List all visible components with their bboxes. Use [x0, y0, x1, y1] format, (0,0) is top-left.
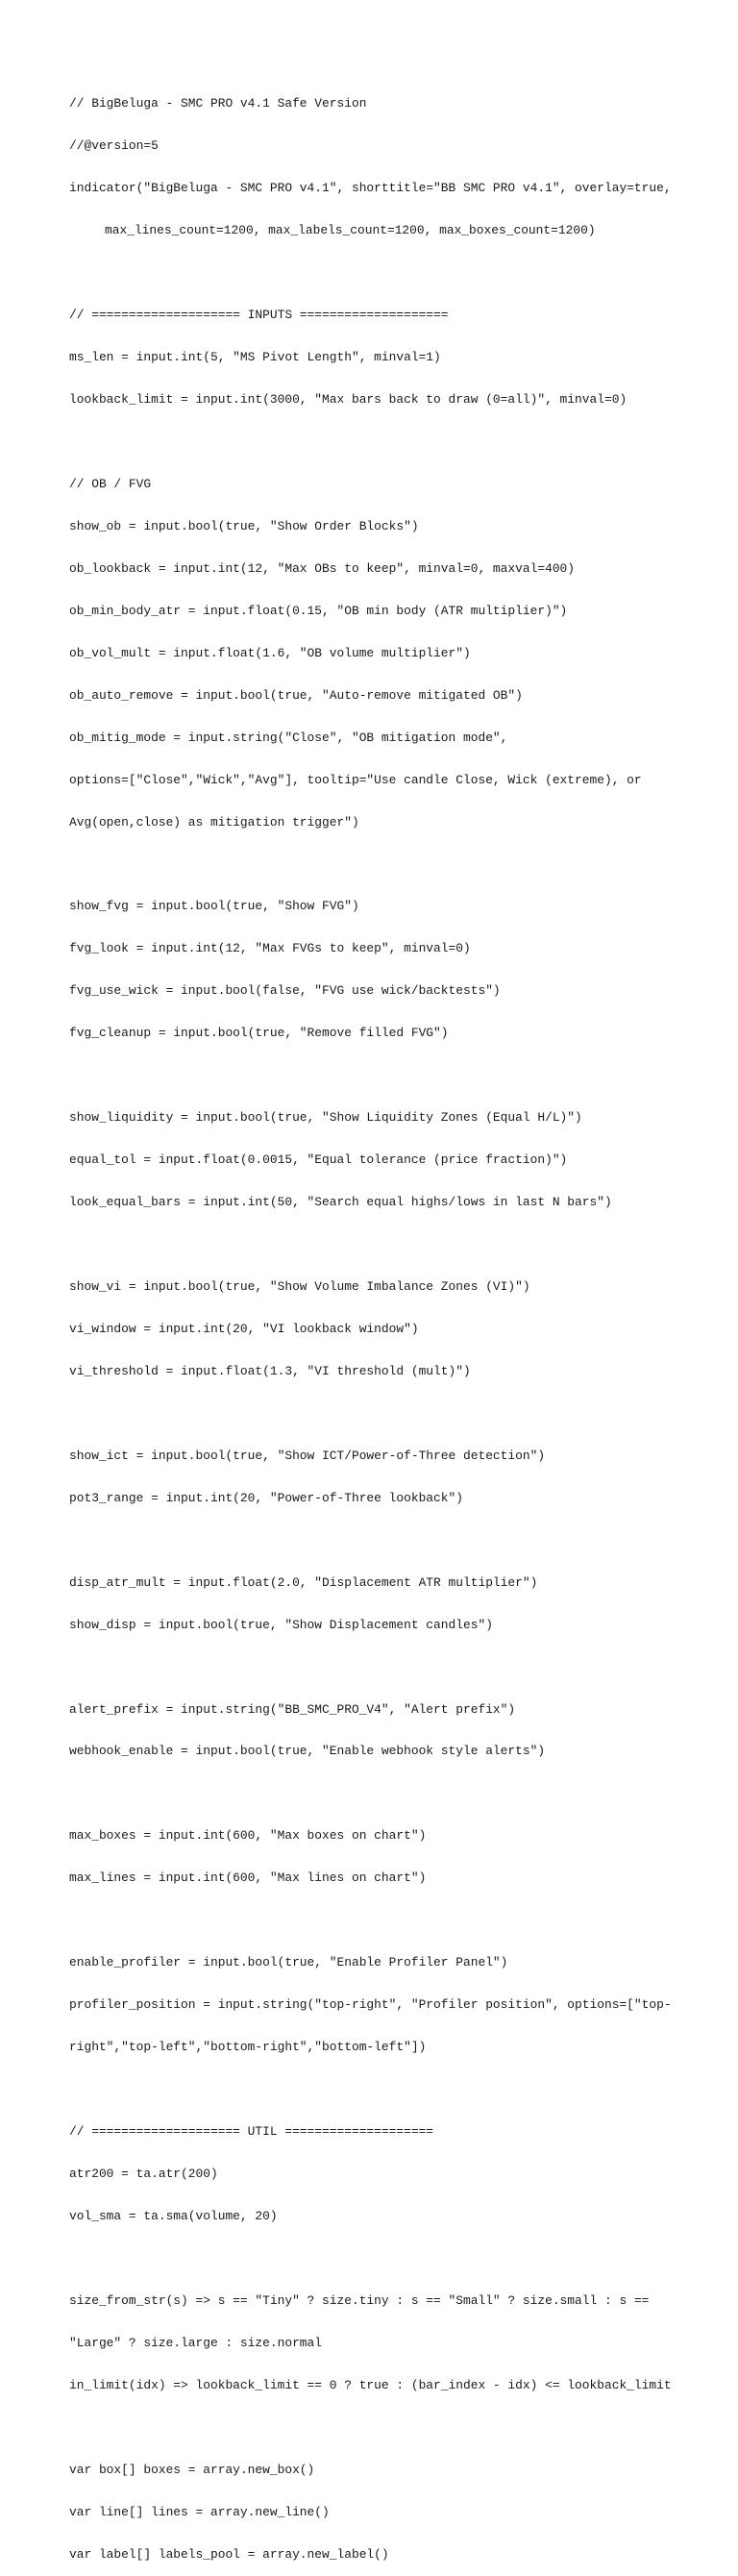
code-line: ob_min_body_atr = input.float(0.15, "OB min body (ATR multiplier)") — [69, 603, 568, 618]
code-line: fvg_look = input.int(12, "Max FVGs to keep", minval=0) — [69, 941, 471, 956]
code-line: pot3_range = input.int(20, "Power-of-Three lookback") — [69, 1490, 463, 1505]
code-line: vi_threshold = input.float(1.3, "VI threshold (mult)") — [69, 1363, 471, 1378]
code-line: show_disp = input.bool(true, "Show Displacement candles") — [69, 1617, 493, 1632]
code-line: var line[] lines = array.new_line() — [69, 2504, 330, 2519]
code-line: alert_prefix = input.string("BB_SMC_PRO_V4", "Alert prefix") — [69, 1701, 516, 1717]
code-line: max_lines = input.int(600, "Max lines on chart") — [69, 1870, 427, 1886]
code-line: lookback_limit = input.int(3000, "Max bars back to draw (0=all)", minval=0) — [69, 391, 627, 407]
code-line: //@version=5 — [69, 138, 159, 154]
code-line: Avg(open,close) as mitigation trigger") — [69, 814, 359, 830]
code-line: // BigBeluga - SMC PRO v4.1 Safe Version — [69, 96, 367, 111]
code-line: indicator("BigBeluga - SMC PRO v4.1", shorttitle="BB SMC PRO v4.1", overlay=true, — [69, 181, 672, 196]
code-line: show_fvg = input.bool(true, "Show FVG") — [69, 899, 359, 914]
comment-line: // OB / FVG — [69, 476, 152, 491]
code-line: ob_mitig_mode = input.string("Close", "OB mitigation mode", — [69, 730, 508, 745]
code-line: vol_sma = ta.sma(volume, 20) — [69, 2208, 278, 2223]
code-line: ms_len = input.int(5, "MS Pivot Length", minval=1) — [69, 350, 441, 365]
code-line: vi_window = input.int(20, "VI lookback window") — [69, 1321, 419, 1336]
code-line: size_from_str(s) => s == "Tiny" ? size.tiny : s == "Small" ? size.small : s == — [69, 2292, 650, 2308]
code-line: fvg_use_wick = input.bool(false, "FVG use wick/backtests") — [69, 983, 501, 999]
code-line: equal_tol = input.float(0.0015, "Equal tolerance (price fraction)") — [69, 1152, 568, 1168]
blank-line — [69, 266, 684, 281]
code-line: show_vi = input.bool(true, "Show Volume Imbalance Zones (VI)") — [69, 1279, 530, 1294]
code-line: profiler_position = input.string("top-right", "Profiler position", options=["top- — [69, 1997, 672, 2013]
blank-line — [69, 2083, 684, 2097]
code-line: ob_auto_remove = input.bool(true, "Auto-remove mitigated OB") — [69, 687, 523, 703]
code-line: max_boxes = input.int(600, "Max boxes on chart") — [69, 1828, 427, 1844]
blank-line — [69, 1407, 684, 1422]
code-line: disp_atr_mult = input.float(2.0, "Displacement ATR multiplier") — [69, 1574, 538, 1590]
code-line: webhook_enable = input.bool(true, "Enable webhook style alerts") — [69, 1744, 546, 1759]
section-header: // ==================== INPUTS ==================== — [69, 308, 449, 323]
code-line: right","top-left","bottom-right","bottom-left"]) — [69, 2040, 427, 2055]
code-line: show_ict = input.bool(true, "Show ICT/Power-of-Three detection") — [69, 1448, 546, 1463]
blank-line — [69, 2252, 684, 2266]
code-line: max_lines_count=1200, max_labels_count=1200, max_boxes_count=1200) — [105, 223, 596, 238]
code-line: in_limit(idx) => lookback_limit == 0 ? true : (bar_index - idx) <= lookback_limit — [69, 2377, 672, 2392]
code-line: look_equal_bars = input.int(50, "Search equal highs/lows in last N bars") — [69, 1195, 612, 1210]
blank-line — [69, 1914, 684, 1928]
code-line: var label[] labels_pool = array.new_label() — [69, 2546, 389, 2562]
code-line: fvg_cleanup = input.bool(true, "Remove filled FVG") — [69, 1026, 449, 1041]
code-line: var box[] boxes = array.new_box() — [69, 2462, 315, 2477]
blank-line — [69, 1661, 684, 1675]
blank-line — [69, 1787, 684, 1801]
code-line: options=["Close","Wick","Avg"], tooltip="Use candle Close, Wick (extreme), or — [69, 772, 642, 787]
blank-line — [69, 1534, 684, 1548]
blank-line — [69, 857, 684, 872]
code-line: "Large" ? size.large : size.normal — [69, 2335, 323, 2350]
code-line: enable_profiler = input.bool(true, "Enable Profiler Panel") — [69, 1955, 508, 1970]
blank-line — [69, 1069, 684, 1083]
section-header: // ==================== UTIL ==================== — [69, 2124, 434, 2140]
blank-line — [69, 435, 684, 450]
blank-line — [69, 2421, 684, 2436]
blank-line — [69, 1238, 684, 1252]
code-line: show_ob = input.bool(true, "Show Order Blocks") — [69, 518, 419, 533]
code-line: atr200 = ta.atr(200) — [69, 2167, 218, 2182]
code-document — [69, 69, 684, 2576]
code-line: show_liquidity = input.bool(true, "Show Liquidity Zones (Equal H/L)") — [69, 1110, 582, 1126]
code-line: ob_lookback = input.int(12, "Max OBs to keep", minval=0, maxval=400) — [69, 560, 576, 576]
code-line: ob_vol_mult = input.float(1.6, "OB volume multiplier") — [69, 645, 471, 660]
